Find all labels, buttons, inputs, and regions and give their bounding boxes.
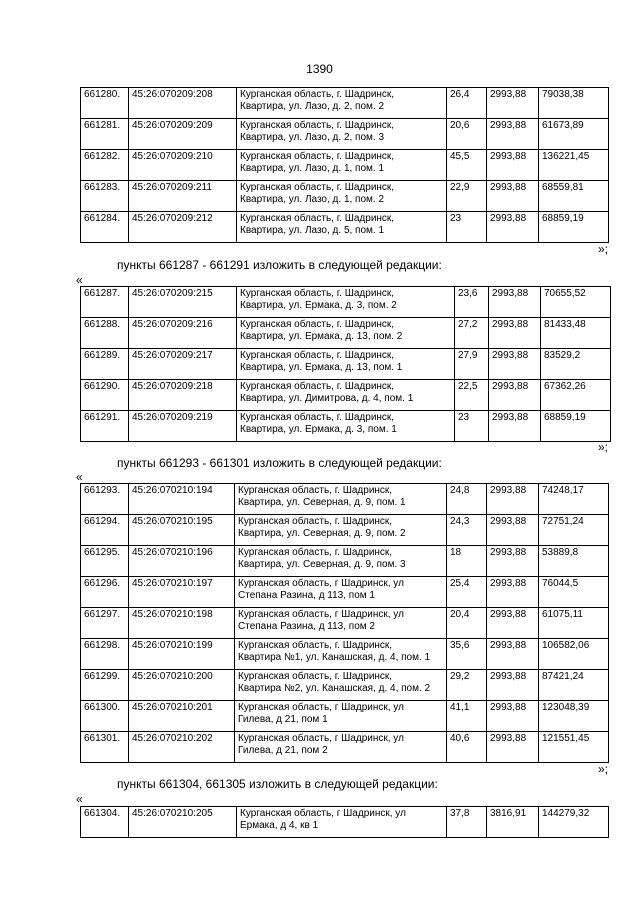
item-number-cell: 661297.	[81, 608, 129, 639]
cadastral-number-cell: 45:26:070210:201	[129, 701, 235, 732]
area-cell: 27,2	[455, 318, 489, 349]
area-cell: 20,6	[447, 119, 487, 150]
item-number-cell: 661282.	[81, 150, 129, 181]
item-number-cell: 661291.	[81, 411, 129, 442]
amount-cell: 72751,24	[539, 515, 609, 546]
address-line-1: Курганская область, г Шадринск, ул	[238, 702, 404, 713]
area-cell: 24,3	[447, 515, 487, 546]
table-row	[81, 150, 609, 181]
address-line-1: Курганская область, г. Шадринск,	[238, 485, 393, 496]
address-line-1: Курганская область, г. Шадринск,	[240, 213, 395, 224]
cadastral-number-cell: 45:26:070210:198	[129, 608, 235, 639]
item-number-cell: 661296.	[81, 577, 129, 608]
opening-quote: «	[76, 792, 83, 806]
item-number-cell: 661298.	[81, 639, 129, 670]
rate-cell: 2993,88	[487, 88, 539, 119]
address-line-2: Квартира, ул. Лазо, д. 1, пом. 1	[240, 163, 385, 174]
area-cell: 45,5	[447, 150, 487, 181]
item-number-cell: 661288.	[81, 318, 129, 349]
area-cell: 40,6	[447, 732, 487, 763]
address-cell	[237, 88, 447, 119]
address-cell	[237, 318, 455, 349]
amount-cell: 76044,5	[539, 577, 609, 608]
amount-cell: 83529,2	[541, 349, 611, 380]
cadastral-number-cell: 45:26:070210:205	[129, 807, 237, 838]
amount-cell: 121551,45	[539, 732, 609, 763]
address-line-2: Квартира, ул. Ермака, д. 3, пом. 2	[240, 300, 397, 311]
area-cell: 37,8	[447, 807, 487, 838]
cadastral-number-cell: 45:26:070209:216	[129, 318, 237, 349]
address-line-2: Гилева, д 21, пом 1	[238, 714, 328, 725]
rate-cell: 2993,88	[489, 349, 541, 380]
cadastral-number-cell: 45:26:070209:210	[129, 150, 237, 181]
cadastral-number-cell: 45:26:070209:218	[129, 380, 237, 411]
amendment-instruction: пункты 661304, 661305 изложить в следующей редакции:	[117, 777, 438, 791]
amount-cell: 68859,19	[539, 212, 609, 243]
amount-cell: 74248,17	[539, 484, 609, 515]
address-line-2: Квартира, ул. Северная, д. 9, пом. 3	[238, 559, 406, 570]
address-line-1: Курганская область, г Шадринск, ул	[238, 609, 404, 620]
table-row	[81, 639, 609, 670]
address-cell	[235, 484, 447, 515]
address-cell	[235, 577, 447, 608]
address-line-1: Курганская область, г. Шадринск,	[240, 182, 395, 193]
table-row	[81, 380, 611, 411]
address-cell	[235, 701, 447, 732]
address-cell	[237, 807, 447, 838]
address-line-2: Квартира, ул. Северная, д. 9, пом. 1	[238, 497, 406, 508]
table-row	[81, 287, 611, 318]
rate-cell: 2993,88	[487, 181, 539, 212]
address-line-1: Курганская область, г Шадринск, ул	[240, 808, 406, 819]
item-number-cell: 661294.	[81, 515, 129, 546]
address-line-2: Квартира №2, ул. Канашская, д. 4, пом. 2	[238, 683, 431, 694]
item-number-cell: 661299.	[81, 670, 129, 701]
rate-cell: 3816,91	[487, 807, 539, 838]
address-line-1: Курганская область, г. Шадринск,	[240, 350, 395, 361]
table-row	[81, 732, 609, 763]
opening-quote: «	[76, 470, 83, 484]
address-cell	[237, 380, 455, 411]
cadastral-number-cell: 45:26:070209:217	[129, 349, 237, 380]
amount-cell: 68559,81	[539, 181, 609, 212]
item-number-cell: 661293.	[81, 484, 129, 515]
area-cell: 22,9	[447, 181, 487, 212]
rate-cell: 2993,88	[489, 318, 541, 349]
address-line-1: Курганская область, г. Шадринск,	[238, 671, 393, 682]
address-line-2: Квартира, ул. Северная, д. 9, пом. 2	[238, 528, 406, 539]
table-row	[81, 411, 611, 442]
property-table	[80, 806, 609, 838]
area-cell: 23	[447, 212, 487, 243]
table-row	[81, 608, 609, 639]
amount-cell: 70655,52	[541, 287, 611, 318]
amendment-instruction: пункты 661293 - 661301 изложить в следующей редакции:	[117, 456, 442, 470]
rate-cell: 2993,88	[487, 639, 539, 670]
address-line-2: Квартира, ул. Ермака, д. 13, пом. 2	[240, 331, 403, 342]
closing-quote: »;	[597, 242, 608, 256]
address-cell	[237, 212, 447, 243]
item-number-cell: 661284.	[81, 212, 129, 243]
item-number-cell: 661295.	[81, 546, 129, 577]
address-cell	[237, 181, 447, 212]
table-row	[81, 546, 609, 577]
rate-cell: 2993,88	[487, 212, 539, 243]
rate-cell: 2993,88	[487, 484, 539, 515]
address-line-2: Ермака, д 4, кв 1	[240, 820, 319, 831]
amendment-instruction: пункты 661287 - 661291 изложить в следующей редакции:	[117, 258, 442, 272]
address-line-2: Степана Разина, д 113, пом 2	[238, 621, 375, 632]
item-number-cell: 661289.	[81, 349, 129, 380]
address-line-2: Гилева, д 21, пом 2	[238, 745, 328, 756]
address-line-1: Курганская область, г. Шадринск,	[238, 640, 393, 651]
opening-quote: «	[76, 273, 83, 287]
area-cell: 23,6	[455, 287, 489, 318]
amount-cell: 123048,39	[539, 701, 609, 732]
address-line-1: Курганская область, г Шадринск, ул	[238, 578, 404, 589]
table-row	[81, 670, 609, 701]
address-line-2: Квартира, ул. Ермака, д. 13, пом. 1	[240, 362, 403, 373]
cadastral-number-cell: 45:26:070209:212	[129, 212, 237, 243]
area-cell: 27,9	[455, 349, 489, 380]
address-cell	[237, 150, 447, 181]
table-row	[81, 577, 609, 608]
cadastral-number-cell: 45:26:070210:195	[129, 515, 235, 546]
cadastral-number-cell: 45:26:070210:202	[129, 732, 235, 763]
table-row	[81, 212, 609, 243]
cadastral-number-cell: 45:26:070209:215	[129, 287, 237, 318]
address-line-1: Курганская область, г. Шадринск,	[240, 120, 395, 131]
amount-cell: 106582,06	[539, 639, 609, 670]
table-row	[81, 88, 609, 119]
table-row	[81, 701, 609, 732]
address-cell	[235, 732, 447, 763]
table-row	[81, 515, 609, 546]
amount-cell: 136221,45	[539, 150, 609, 181]
address-line-1: Курганская область, г. Шадринск,	[238, 516, 393, 527]
address-line-1: Курганская область, г. Шадринск,	[240, 151, 395, 162]
amount-cell: 68859,19	[541, 411, 611, 442]
address-cell	[235, 546, 447, 577]
address-line-2: Квартира, ул. Ермака, д. 3, пом. 1	[240, 424, 397, 435]
address-line-1: Курганская область, г. Шадринск,	[238, 547, 393, 558]
amount-cell: 87421,24	[539, 670, 609, 701]
rate-cell: 2993,88	[489, 287, 541, 318]
cadastral-number-cell: 45:26:070210:199	[129, 639, 235, 670]
area-cell: 41,1	[447, 701, 487, 732]
item-number-cell: 661287.	[81, 287, 129, 318]
address-line-2: Квартира, ул. Димитрова, д. 4, пом. 1	[240, 393, 414, 404]
rate-cell: 2993,88	[487, 119, 539, 150]
cadastral-number-cell: 45:26:070209:219	[129, 411, 237, 442]
address-cell	[235, 670, 447, 701]
item-number-cell: 661301.	[81, 732, 129, 763]
cadastral-number-cell: 45:26:070210:194	[129, 484, 235, 515]
cadastral-number-cell: 45:26:070209:208	[129, 88, 237, 119]
address-line-2: Квартира №1, ул. Канашская, д. 4, пом. 1	[238, 652, 431, 663]
rate-cell: 2993,88	[487, 608, 539, 639]
rate-cell: 2993,88	[487, 150, 539, 181]
cadastral-number-cell: 45:26:070210:200	[129, 670, 235, 701]
address-cell	[237, 411, 455, 442]
address-line-1: Курганская область, г Шадринск, ул	[238, 733, 404, 744]
address-cell	[237, 287, 455, 318]
area-cell: 35,6	[447, 639, 487, 670]
address-cell	[237, 349, 455, 380]
area-cell: 20,4	[447, 608, 487, 639]
closing-quote: »;	[597, 440, 608, 454]
rate-cell: 2993,88	[487, 701, 539, 732]
item-number-cell: 661280.	[81, 88, 129, 119]
rate-cell: 2993,88	[487, 670, 539, 701]
amount-cell: 53889,8	[539, 546, 609, 577]
area-cell: 22,5	[455, 380, 489, 411]
address-line-2: Квартира, ул. Лазо, д. 1, пом. 2	[240, 194, 385, 205]
property-table	[80, 87, 609, 243]
table-row	[81, 349, 611, 380]
address-cell	[235, 515, 447, 546]
rate-cell: 2993,88	[487, 515, 539, 546]
cadastral-number-cell: 45:26:070210:197	[129, 577, 235, 608]
table-row	[81, 484, 609, 515]
address-line-2: Квартира, ул. Лазо, д. 5, пом. 1	[240, 225, 385, 236]
area-cell: 26,4	[447, 88, 487, 119]
amount-cell: 79038,38	[539, 88, 609, 119]
address-cell	[235, 639, 447, 670]
item-number-cell: 661290.	[81, 380, 129, 411]
table-row	[81, 807, 609, 838]
rate-cell: 2993,88	[487, 577, 539, 608]
property-table	[80, 286, 611, 442]
cadastral-number-cell: 45:26:070209:209	[129, 119, 237, 150]
item-number-cell: 661304.	[81, 807, 129, 838]
cadastral-number-cell: 45:26:070210:196	[129, 546, 235, 577]
property-table	[80, 483, 609, 763]
amount-cell: 81433,48	[541, 318, 611, 349]
rate-cell: 2993,88	[487, 546, 539, 577]
table-row	[81, 181, 609, 212]
address-line-1: Курганская область, г. Шадринск,	[240, 381, 395, 392]
area-cell: 29,2	[447, 670, 487, 701]
closing-quote: »;	[597, 762, 608, 776]
page-number: 1390	[306, 62, 333, 76]
address-cell	[237, 119, 447, 150]
item-number-cell: 661281.	[81, 119, 129, 150]
amount-cell: 61075,11	[539, 608, 609, 639]
address-line-1: Курганская область, г. Шадринск,	[240, 288, 395, 299]
amount-cell: 144279,32	[539, 807, 609, 838]
address-line-1: Курганская область, г. Шадринск,	[240, 412, 395, 423]
area-cell: 23	[455, 411, 489, 442]
address-line-1: Курганская область, г. Шадринск,	[240, 319, 395, 330]
rate-cell: 2993,88	[489, 411, 541, 442]
address-line-2: Степана Разина, д 113, пом 1	[238, 590, 375, 601]
amount-cell: 67362,26	[541, 380, 611, 411]
table-row	[81, 318, 611, 349]
rate-cell: 2993,88	[489, 380, 541, 411]
address-line-2: Квартира, ул. Лазо, д. 2, пом. 2	[240, 101, 385, 112]
area-cell: 24,8	[447, 484, 487, 515]
address-line-1: Курганская область, г. Шадринск,	[240, 89, 395, 100]
cadastral-number-cell: 45:26:070209:211	[129, 181, 237, 212]
rate-cell: 2993,88	[487, 732, 539, 763]
area-cell: 18	[447, 546, 487, 577]
item-number-cell: 661283.	[81, 181, 129, 212]
item-number-cell: 661300.	[81, 701, 129, 732]
amount-cell: 61673,89	[539, 119, 609, 150]
address-line-2: Квартира, ул. Лазо, д. 2, пом. 3	[240, 132, 385, 143]
table-row	[81, 119, 609, 150]
area-cell: 25,4	[447, 577, 487, 608]
address-cell	[235, 608, 447, 639]
